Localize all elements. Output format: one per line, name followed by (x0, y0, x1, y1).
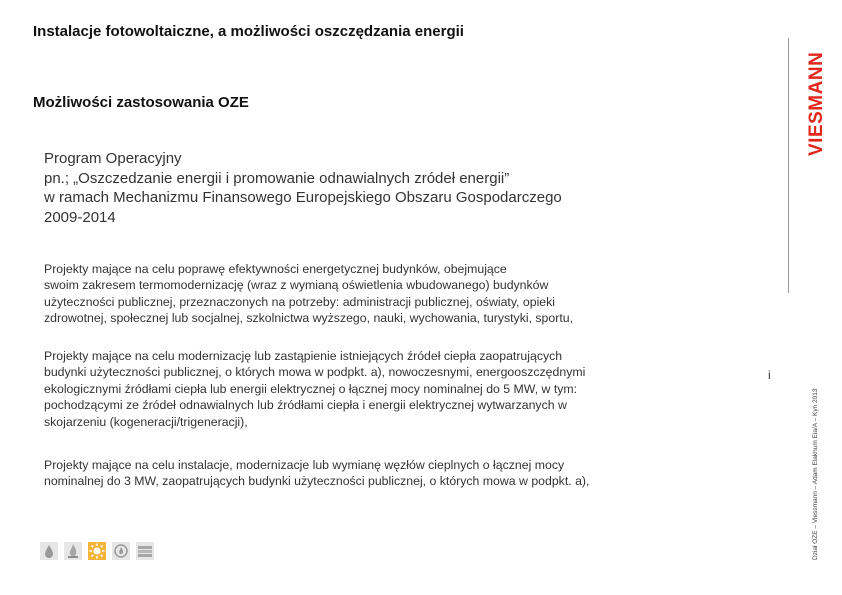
program-line: 2009-2014 (44, 208, 116, 226)
paragraph-line: Projekty mające na celu instalacje, modernizacje lub wymianę węzłów cieplnych o łącznej mocy (44, 458, 565, 472)
paragraph-heat-nodes (44, 457, 589, 490)
paragraph-line: Projekty mające na celu modernizację lub zastąpienie istniejących źródeł ciepła zaopatrujących (44, 349, 563, 363)
paragraph-line: swoim zakresem termomodernizację (wraz z wymianą oświetlenia wbudowanego) budynków (44, 278, 549, 293)
paragraph-line: pochodzącymi ze źródeł odnawialnych lub źródłami ciepła i energii elektrycznej wytwarzanych w (44, 398, 567, 413)
paragraph-building-efficiency (44, 261, 573, 327)
paragraph-line: skojarzeniu (kogeneracji/trigeneracji), (44, 414, 248, 429)
section-subtitle: Możliwości zastosowania OZE (33, 94, 249, 111)
paragraph-line: użyteczności publicznej, przeznaczonych na potrzeby: administracji publicznej, oświaty, opieki (44, 294, 556, 309)
oil-drop-icon (39, 541, 59, 561)
program-line: pn.; „Oszczedzanie energii i promowanie odnawialnych zródeł energii” (44, 169, 510, 187)
stray-character: i (768, 368, 771, 382)
page-title: Instalacje fotowoltaiczne, a możliwości oszczędzania energii (33, 23, 464, 40)
gas-flame-icon (63, 541, 83, 561)
logo-text: VIESMANN (806, 51, 827, 156)
energy-icons-row (39, 541, 155, 561)
paragraph-line: nominalnej do 3 MW, zaopatrujących budynki użyteczności publicznej, o których mowa w podpkt. a), (44, 474, 590, 489)
heat-pump-icon (135, 541, 155, 561)
program-line: w ramach Mechanizmu Finansowego Europejskiego Obszaru Gospodarczego (44, 189, 562, 206)
paragraph-line: Projekty mające na celu poprawę efektywności energetycznej budynków, obejmujące (44, 262, 507, 276)
paragraph-line: zdrowotnej, społecznej lub socjalnej, szkolnictwa wyższego, nauki, wychowania, turystyki, sportu, (44, 311, 574, 326)
paragraph-heat-sources (44, 348, 585, 430)
viessmann-logo (806, 38, 828, 156)
program-heading (44, 149, 562, 227)
divider-line (788, 38, 789, 293)
flame-circle-icon (111, 541, 131, 561)
footer-vertical-text: Dział OZE – Viessmann – Adam Elakhum Eia/A – Kyn 2013 (812, 388, 819, 560)
paragraph-line: budynki użyteczności publicznej, o których mowa w podpkt. a), nowoczesnymi, energooszczędnymi (44, 365, 586, 380)
sun-icon (87, 541, 107, 561)
program-line: Program Operacyjny (44, 150, 182, 167)
paragraph-line: ekologicznymi źródłami ciepła lub energii elektrycznej o łącznej mocy nominalnej do 5 MW, w tym: (44, 381, 578, 396)
